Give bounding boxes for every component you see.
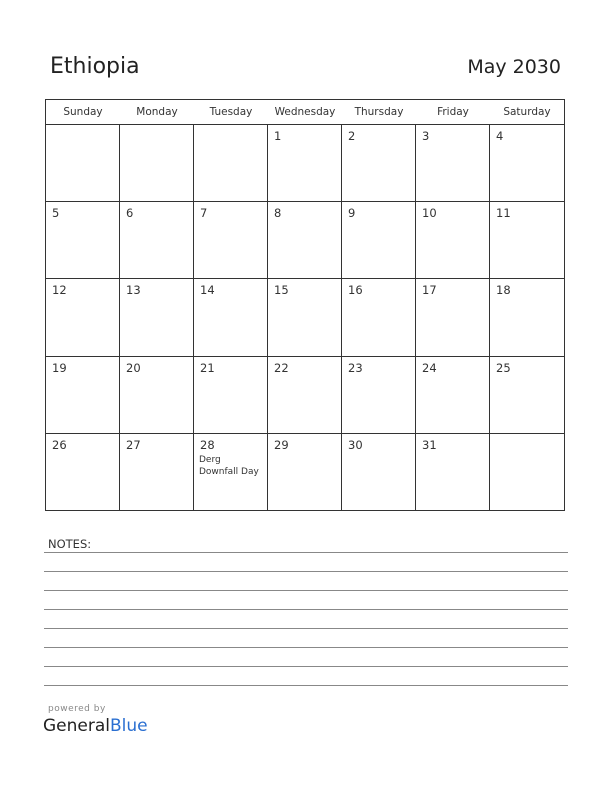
day-cell: [268, 434, 342, 511]
day-cell: [268, 202, 342, 279]
weekday-sunday: Sunday: [63, 106, 103, 118]
day-number: 30: [348, 437, 363, 452]
day-number: 13: [126, 283, 141, 298]
generalblue-logo: [43, 716, 148, 736]
day-cells: [46, 125, 564, 511]
powered-by-text: powered by: [48, 704, 106, 714]
day-number: 14: [200, 283, 215, 298]
day-number: 26: [52, 437, 67, 452]
day-cell: [342, 279, 416, 356]
weekday-saturday: Saturday: [503, 106, 551, 118]
day-cell: [268, 125, 342, 202]
day-number: 12: [52, 283, 67, 298]
day-cell: [416, 357, 490, 434]
day-number: 7: [200, 206, 208, 221]
day-cell: [342, 434, 416, 511]
calendar-grid: [45, 99, 565, 511]
day-cell: [194, 125, 268, 202]
day-number: 22: [274, 360, 289, 375]
day-cell: [194, 202, 268, 279]
day-cell: [342, 357, 416, 434]
day-cell: [194, 357, 268, 434]
day-number: 16: [348, 283, 363, 298]
day-cell: [416, 434, 490, 511]
day-number: 29: [274, 437, 289, 452]
weekday-thursday: Thursday: [354, 106, 404, 118]
day-number: 15: [274, 283, 289, 298]
day-cell: [194, 434, 268, 511]
day-number: 18: [496, 283, 511, 298]
day-cell: [342, 202, 416, 279]
calendar-month-title: May 2030: [467, 56, 561, 78]
day-number: 28: [200, 437, 215, 452]
day-cell: [194, 279, 268, 356]
note-line: [44, 571, 568, 572]
day-number: 10: [422, 206, 437, 221]
day-cell: [46, 125, 120, 202]
day-cell: [268, 279, 342, 356]
day-number: 2: [348, 129, 356, 143]
note-line: [44, 685, 568, 686]
note-line: [44, 590, 568, 591]
day-cell: [416, 279, 490, 356]
day-cell: [416, 202, 490, 279]
day-cell: [490, 357, 564, 434]
day-number: 24: [422, 360, 437, 375]
day-number: 8: [274, 206, 282, 221]
note-line: [44, 647, 568, 648]
note-line: [44, 666, 568, 667]
day-cell: [120, 279, 194, 356]
day-number: 1: [274, 129, 282, 143]
day-number: 3: [422, 129, 430, 143]
day-cell: [490, 434, 564, 511]
day-cell: [416, 125, 490, 202]
weekday-wednesday: Wednesday: [274, 106, 336, 118]
day-cell: [46, 434, 120, 511]
note-line: [44, 552, 568, 553]
day-number: 23: [348, 360, 363, 375]
day-cell: [490, 202, 564, 279]
day-cell: [268, 357, 342, 434]
weekday-monday: Monday: [136, 106, 178, 118]
weekday-tuesday: Tuesday: [209, 106, 253, 118]
note-line: [44, 609, 568, 610]
day-number: 9: [348, 206, 356, 221]
brand-general: General: [43, 716, 110, 736]
day-cell: [120, 434, 194, 511]
holiday-label: Derg Downfall Day: [199, 454, 259, 477]
calendar-country-title: Ethiopia: [50, 54, 140, 79]
day-number: 19: [52, 360, 67, 375]
day-number: 27: [126, 437, 141, 452]
day-number: 20: [126, 360, 141, 375]
day-cell: [490, 125, 564, 202]
day-number: 31: [422, 437, 437, 452]
day-cell: [46, 279, 120, 356]
day-number: 11: [496, 206, 511, 221]
day-cell: [120, 202, 194, 279]
day-cell: [46, 357, 120, 434]
note-line: [44, 628, 568, 629]
day-cell: [120, 357, 194, 434]
day-number: 6: [126, 206, 134, 221]
day-cell: [120, 125, 194, 202]
day-number: 5: [52, 206, 60, 221]
notes-label: NOTES:: [48, 537, 92, 551]
weekday-friday: Friday: [437, 106, 469, 118]
day-cell: [342, 125, 416, 202]
weekday-header-row: [46, 100, 564, 125]
day-number: 21: [200, 360, 215, 375]
day-number: 25: [496, 360, 511, 375]
day-cell: [490, 279, 564, 356]
day-number: 4: [496, 129, 504, 143]
day-number: 17: [422, 283, 437, 298]
brand-blue: Blue: [110, 716, 148, 736]
day-cell: [46, 202, 120, 279]
